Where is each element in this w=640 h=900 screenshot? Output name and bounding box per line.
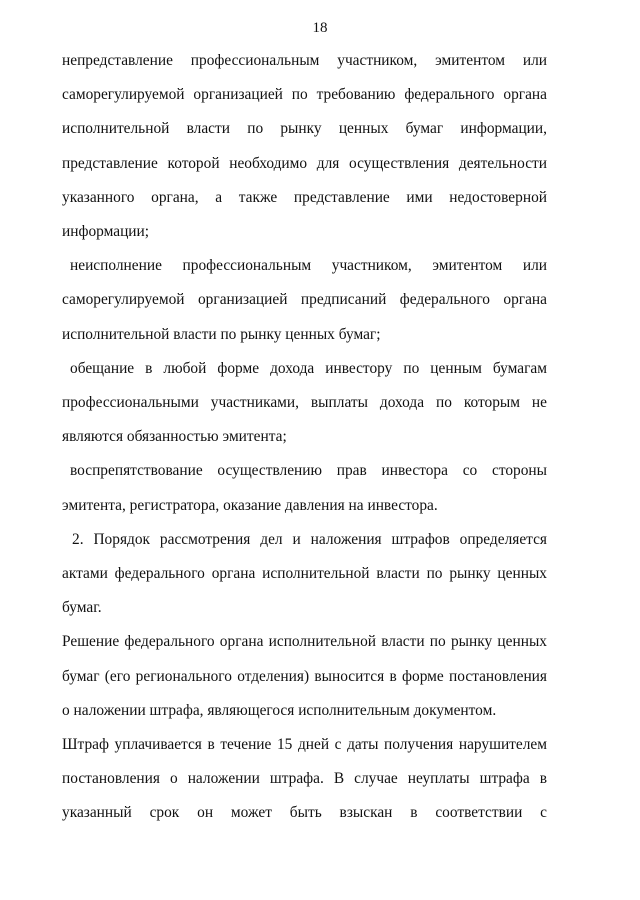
paragraph-procedure: 2. Порядок рассмотрения дел и наложения штрафов определяется актами федерального органа исполнительной власти по рынку ценных бумаг. — [62, 530, 547, 617]
paragraph-obstruction: воспрепятствование осуществлению прав инвестора со стороны эмитента, регистратора, оказание давления на инвестора. — [62, 462, 547, 514]
paragraph-non-compliance: неисполнение профессиональным участником, эмитентом или саморегулируемой организацией предписаний федерального органа исполнительной власти по рынку ценных бумаг; — [62, 257, 547, 343]
paragraph-decision: Решение федерального органа исполнительной власти по рынку ценных бумаг (его регионального отделения) выносится в форме постановления о наложении штрафа, являющегося исполнительным документом. — [62, 633, 547, 719]
document-body — [62, 44, 547, 831]
paragraph-fine-payment: Штраф уплачивается в течение 15 дней с даты получения нарушителем постановления о наложении штрафа. В случае неуплаты штрафа в указанный срок он может быть взыскан в соответствии с — [62, 736, 547, 822]
page-number: 18 — [312, 20, 328, 36]
paragraph-non-disclosure: непредставление профессиональным участником, эмитентом или саморегулируемой организацией по требованию федерального органа исполнительной власти по рынку ценных бумаг информации, представление которой необходимо для осуществления деятельности указанного органа, а также представление ими недостоверной информации; — [62, 52, 547, 241]
paragraph-income-promise: обещание в любой форме дохода инвестору по ценным бумагам профессиональными участниками, выплаты дохода по которым не являются обязанностью эмитента; — [62, 359, 547, 446]
